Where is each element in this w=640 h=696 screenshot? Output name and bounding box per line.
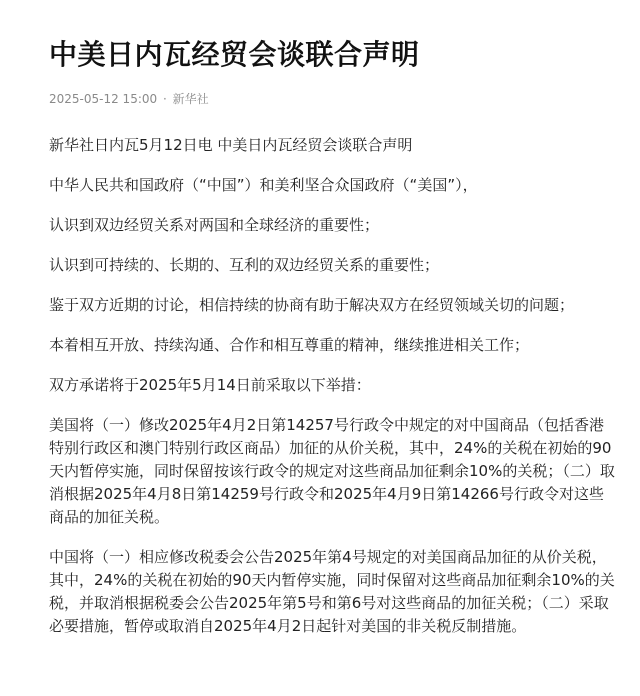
paragraph-parties: 中华人民共和国政府（“中国”）和美利坚合众国政府（“美国”）， <box>49 176 478 194</box>
meta-separator: · <box>162 92 167 106</box>
article-source: 新华社 <box>172 92 209 106</box>
article-meta <box>49 91 616 107</box>
paragraph-dateline: 新华社日内瓦5月12日电 中美日内瓦经贸会谈联合声明 <box>49 136 413 154</box>
paragraph-us-measures: 美国将（一）修改2025年4月2日第14257号行政令中规定的对中国商品（包括香港特别行政区和澳门特别行政区商品）加征的从价关税，其中，24%的关税在初始的90天内暂停实施，同时保留按该行政令的规定对这些商品加征剩余10%的关税；（二）取消根据2025年4月8日第14259号行政令和2025年4月9日第14266号行政令对这些商品的加征关税。 <box>49 416 615 526</box>
paragraph-china-measures: 中国将（一）相应修改税委会公告2025年第4号规定的对美国商品加征的从价关税，其中，24%的关税在初始的90天内暂停实施，同时保留对这些商品加征剩余10%的关税，并取消根据税委会公告2025年第5号和第6号对这些商品的加征关税；（二）采取必要措施，暂停或取消自2025年4月2日起针对美国的非关税反制措施。 <box>49 548 615 635</box>
paragraph-recognition-importance: 认识到双边经贸关系对两国和全球经济的重要性； <box>49 216 380 234</box>
article-title: 中美日内瓦经贸会谈联合声明 <box>49 38 420 71</box>
paragraph-commitment: 双方承诺将于2025年5月14日前采取以下举措： <box>49 376 371 394</box>
paragraph-recognition-sustainable: 认识到可持续的、长期的、互利的双边经贸关系的重要性； <box>49 256 440 274</box>
paragraph-spirit: 本着相互开放、持续沟通、合作和相互尊重的精神，继续推进相关工作； <box>49 336 530 354</box>
article-body <box>49 134 616 638</box>
publish-datetime: 2025-05-12 15:00 <box>49 92 158 106</box>
paragraph-recent-discussions: 鉴于双方近期的讨论，相信持续的协商有助于解决双方在经贸领域关切的问题； <box>49 296 575 314</box>
